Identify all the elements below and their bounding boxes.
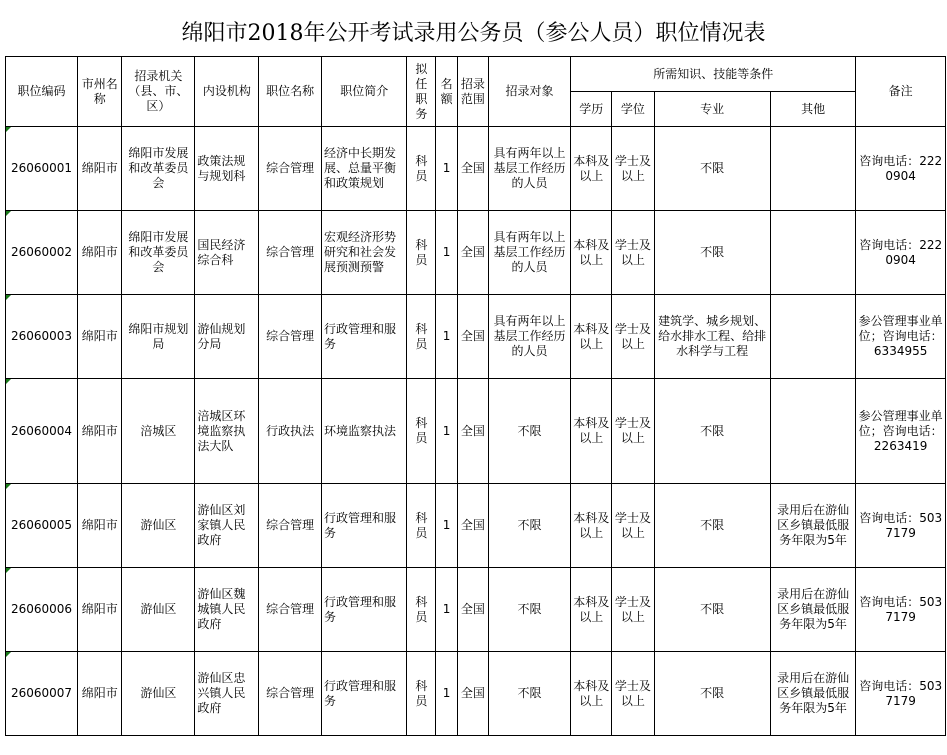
header-other[interactable]: 其他 (770, 92, 855, 127)
cell-quota[interactable]: 1 (436, 652, 458, 736)
cell-education[interactable]: 本科及以上 (571, 211, 612, 295)
header-dept[interactable]: 内设机构 (195, 57, 259, 127)
cell-major[interactable]: 不限 (654, 127, 770, 211)
comment-marker (6, 652, 11, 657)
cell-major[interactable]: 不限 (654, 484, 770, 568)
cell-duty[interactable]: 科员 (407, 379, 436, 484)
cell-duty[interactable]: 科员 (407, 211, 436, 295)
cell-scope[interactable]: 全国 (457, 568, 488, 652)
cell-major[interactable]: 不限 (654, 379, 770, 484)
cell-education[interactable]: 本科及以上 (571, 652, 612, 736)
cell-code[interactable] (6, 211, 78, 295)
cell-city[interactable]: 绵阳市 (78, 568, 122, 652)
cell-duty[interactable]: 科员 (407, 127, 436, 211)
cell-education[interactable]: 本科及以上 (571, 568, 612, 652)
cell-scope[interactable]: 全国 (457, 211, 488, 295)
cell-code[interactable] (6, 568, 78, 652)
cell-dept[interactable]: 政策法规与规划科 (195, 127, 259, 211)
cell-code[interactable] (6, 127, 78, 211)
cell-code-text: 26060007 (10, 686, 73, 700)
cell-code-text: 26060003 (10, 329, 73, 343)
cell-org[interactable]: 游仙区 (122, 484, 195, 568)
cell-city[interactable]: 绵阳市 (78, 127, 122, 211)
table-row (6, 127, 946, 211)
cell-org[interactable]: 游仙区 (122, 652, 195, 736)
cell-major[interactable]: 不限 (654, 652, 770, 736)
cell-dept[interactable]: 游仙区刘家镇人民政府 (195, 484, 259, 568)
cell-city[interactable]: 绵阳市 (78, 379, 122, 484)
header-note[interactable]: 备注 (856, 57, 946, 127)
header-scope[interactable]: 招录范围 (457, 57, 488, 127)
cell-code-text: 26060004 (10, 423, 73, 438)
header-degree[interactable]: 学位 (612, 92, 654, 127)
header-row-1 (6, 57, 946, 92)
cell-target[interactable]: 具有两年以上基层工作经历的人员 (488, 295, 570, 379)
header-quota[interactable]: 名额 (436, 57, 458, 127)
cell-scope[interactable]: 全国 (457, 379, 488, 484)
cell-major[interactable]: 建筑学、城乡规划、给水排水工程、给排水科学与工程 (654, 295, 770, 379)
cell-quota[interactable]: 1 (436, 211, 458, 295)
cell-other[interactable]: 录用后在游仙区乡镇最低服务年限为5年 (770, 652, 855, 736)
cell-description[interactable]: 行政管理和服务 (322, 652, 407, 736)
cell-duty[interactable]: 科员 (407, 652, 436, 736)
cell-degree[interactable]: 学士及以上 (612, 568, 654, 652)
cell-target[interactable]: 不限 (488, 484, 570, 568)
cell-code[interactable] (6, 484, 78, 568)
cell-dept[interactable]: 游仙规划分局 (195, 295, 259, 379)
table-row (6, 379, 946, 484)
table-row (6, 211, 946, 295)
cell-note[interactable]: 咨询电话：5037179 (856, 652, 946, 736)
cell-degree[interactable]: 学士及以上 (612, 484, 654, 568)
cell-education[interactable]: 本科及以上 (571, 379, 612, 484)
cell-position[interactable]: 综合管理 (259, 127, 322, 211)
cell-quota[interactable]: 1 (436, 295, 458, 379)
cell-note[interactable]: 参公管理事业单位；咨询电话：6334955 (856, 295, 946, 379)
cell-org[interactable]: 涪城区 (122, 379, 195, 484)
cell-target[interactable]: 不限 (488, 379, 570, 484)
table-row (6, 484, 946, 568)
cell-dept[interactable]: 游仙区魏城镇人民政府 (195, 568, 259, 652)
cell-degree[interactable]: 学士及以上 (612, 379, 654, 484)
cell-org[interactable]: 游仙区 (122, 568, 195, 652)
cell-other[interactable]: 录用后在游仙区乡镇最低服务年限为5年 (770, 484, 855, 568)
cell-description[interactable]: 宏观经济形势研究和社会发展预测预警 (322, 211, 407, 295)
cell-scope[interactable]: 全国 (457, 127, 488, 211)
cell-quota[interactable]: 1 (436, 127, 458, 211)
cell-position[interactable]: 综合管理 (259, 211, 322, 295)
cell-dept[interactable]: 游仙区忠兴镇人民政府 (195, 652, 259, 736)
header-target[interactable]: 招录对象 (488, 57, 570, 127)
cell-target[interactable]: 具有两年以上基层工作经历的人员 (488, 211, 570, 295)
cell-quota[interactable]: 1 (436, 484, 458, 568)
cell-note[interactable]: 参公管理事业单位；咨询电话：2263419 (856, 379, 946, 484)
comment-marker (6, 379, 11, 384)
cell-degree[interactable]: 学士及以上 (612, 652, 654, 736)
header-education[interactable]: 学历 (571, 92, 612, 127)
cell-city[interactable]: 绵阳市 (78, 211, 122, 295)
table-row (6, 652, 946, 736)
cell-target[interactable]: 不限 (488, 652, 570, 736)
cell-duty[interactable]: 科员 (407, 484, 436, 568)
cell-degree[interactable]: 学士及以上 (612, 211, 654, 295)
header-requirements-group[interactable]: 所需知识、技能等条件 (571, 57, 856, 92)
cell-position[interactable]: 行政执法 (259, 379, 322, 484)
cell-scope[interactable]: 全国 (457, 484, 488, 568)
comment-marker (6, 295, 11, 300)
cell-code-text: 26060001 (10, 161, 73, 175)
table-row (6, 568, 946, 652)
cell-degree[interactable]: 学士及以上 (612, 127, 654, 211)
comment-marker (6, 127, 11, 132)
cell-major[interactable]: 不限 (654, 211, 770, 295)
cell-dept[interactable]: 国民经济综合科 (195, 211, 259, 295)
page-title: 绵阳市2018年公开考试录用公务员（参公人员）职位情况表 (181, 20, 766, 46)
cell-other[interactable] (770, 379, 855, 484)
header-city[interactable]: 市州名称 (78, 57, 122, 127)
cell-position[interactable]: 综合管理 (259, 295, 322, 379)
cell-other[interactable] (770, 295, 855, 379)
cell-code-text: 26060006 (10, 602, 73, 616)
cell-position[interactable]: 综合管理 (259, 484, 322, 568)
cell-code-text: 26060002 (10, 245, 73, 259)
cell-note[interactable]: 咨询电话：2220904 (856, 127, 946, 211)
cell-org[interactable]: 绵阳市发展和改革委员会 (122, 211, 195, 295)
cell-description[interactable]: 环境监察执法 (322, 379, 407, 484)
comment-marker (6, 211, 11, 216)
comment-marker (6, 568, 11, 573)
cell-quota[interactable]: 1 (436, 568, 458, 652)
cell-major[interactable]: 不限 (654, 568, 770, 652)
cell-target[interactable]: 具有两年以上基层工作经历的人员 (488, 127, 570, 211)
table-row (6, 295, 946, 379)
cell-scope[interactable]: 全国 (457, 652, 488, 736)
cell-note[interactable]: 咨询电话：5037179 (856, 484, 946, 568)
cell-code-text: 26060005 (10, 518, 73, 532)
cell-code[interactable] (6, 295, 78, 379)
cell-duty[interactable]: 科员 (407, 295, 436, 379)
header-duty[interactable]: 拟任职务 (407, 57, 436, 127)
cell-education[interactable]: 本科及以上 (571, 484, 612, 568)
cell-position[interactable]: 综合管理 (259, 652, 322, 736)
cell-org[interactable]: 绵阳市发展和改革委员会 (122, 127, 195, 211)
cell-education[interactable]: 本科及以上 (571, 127, 612, 211)
header-org[interactable]: 招录机关（县、市、区） (122, 57, 195, 127)
cell-other[interactable] (770, 211, 855, 295)
header-description[interactable]: 职位简介 (322, 57, 407, 127)
comment-marker (6, 484, 11, 489)
cell-note[interactable]: 咨询电话：5037179 (856, 568, 946, 652)
cell-city[interactable]: 绵阳市 (78, 295, 122, 379)
header-major[interactable]: 专业 (654, 92, 770, 127)
cell-code[interactable] (6, 652, 78, 736)
cell-target[interactable]: 不限 (488, 568, 570, 652)
cell-other[interactable]: 录用后在游仙区乡镇最低服务年限为5年 (770, 568, 855, 652)
header-code[interactable]: 职位编码 (6, 57, 78, 127)
cell-duty[interactable]: 科员 (407, 568, 436, 652)
cell-dept[interactable]: 涪城区环境监察执法大队 (195, 379, 259, 484)
cell-description[interactable]: 行政管理和服务 (322, 295, 407, 379)
cell-description[interactable]: 行政管理和服务 (322, 484, 407, 568)
cell-note[interactable]: 咨询电话：2220904 (856, 211, 946, 295)
cell-description[interactable]: 经济中长期发展、总量平衡和政策规划 (322, 127, 407, 211)
cell-city[interactable]: 绵阳市 (78, 484, 122, 568)
cell-quota[interactable]: 1 (436, 379, 458, 484)
position-table (5, 56, 946, 736)
cell-other[interactable] (770, 127, 855, 211)
cell-degree[interactable]: 学士及以上 (612, 295, 654, 379)
cell-position[interactable]: 综合管理 (259, 568, 322, 652)
cell-scope[interactable]: 全国 (457, 295, 488, 379)
header-position[interactable]: 职位名称 (259, 57, 322, 127)
cell-code[interactable] (6, 379, 78, 484)
cell-org[interactable]: 绵阳市规划局 (122, 295, 195, 379)
cell-education[interactable]: 本科及以上 (571, 295, 612, 379)
cell-description[interactable]: 行政管理和服务 (322, 568, 407, 652)
cell-city[interactable]: 绵阳市 (78, 652, 122, 736)
